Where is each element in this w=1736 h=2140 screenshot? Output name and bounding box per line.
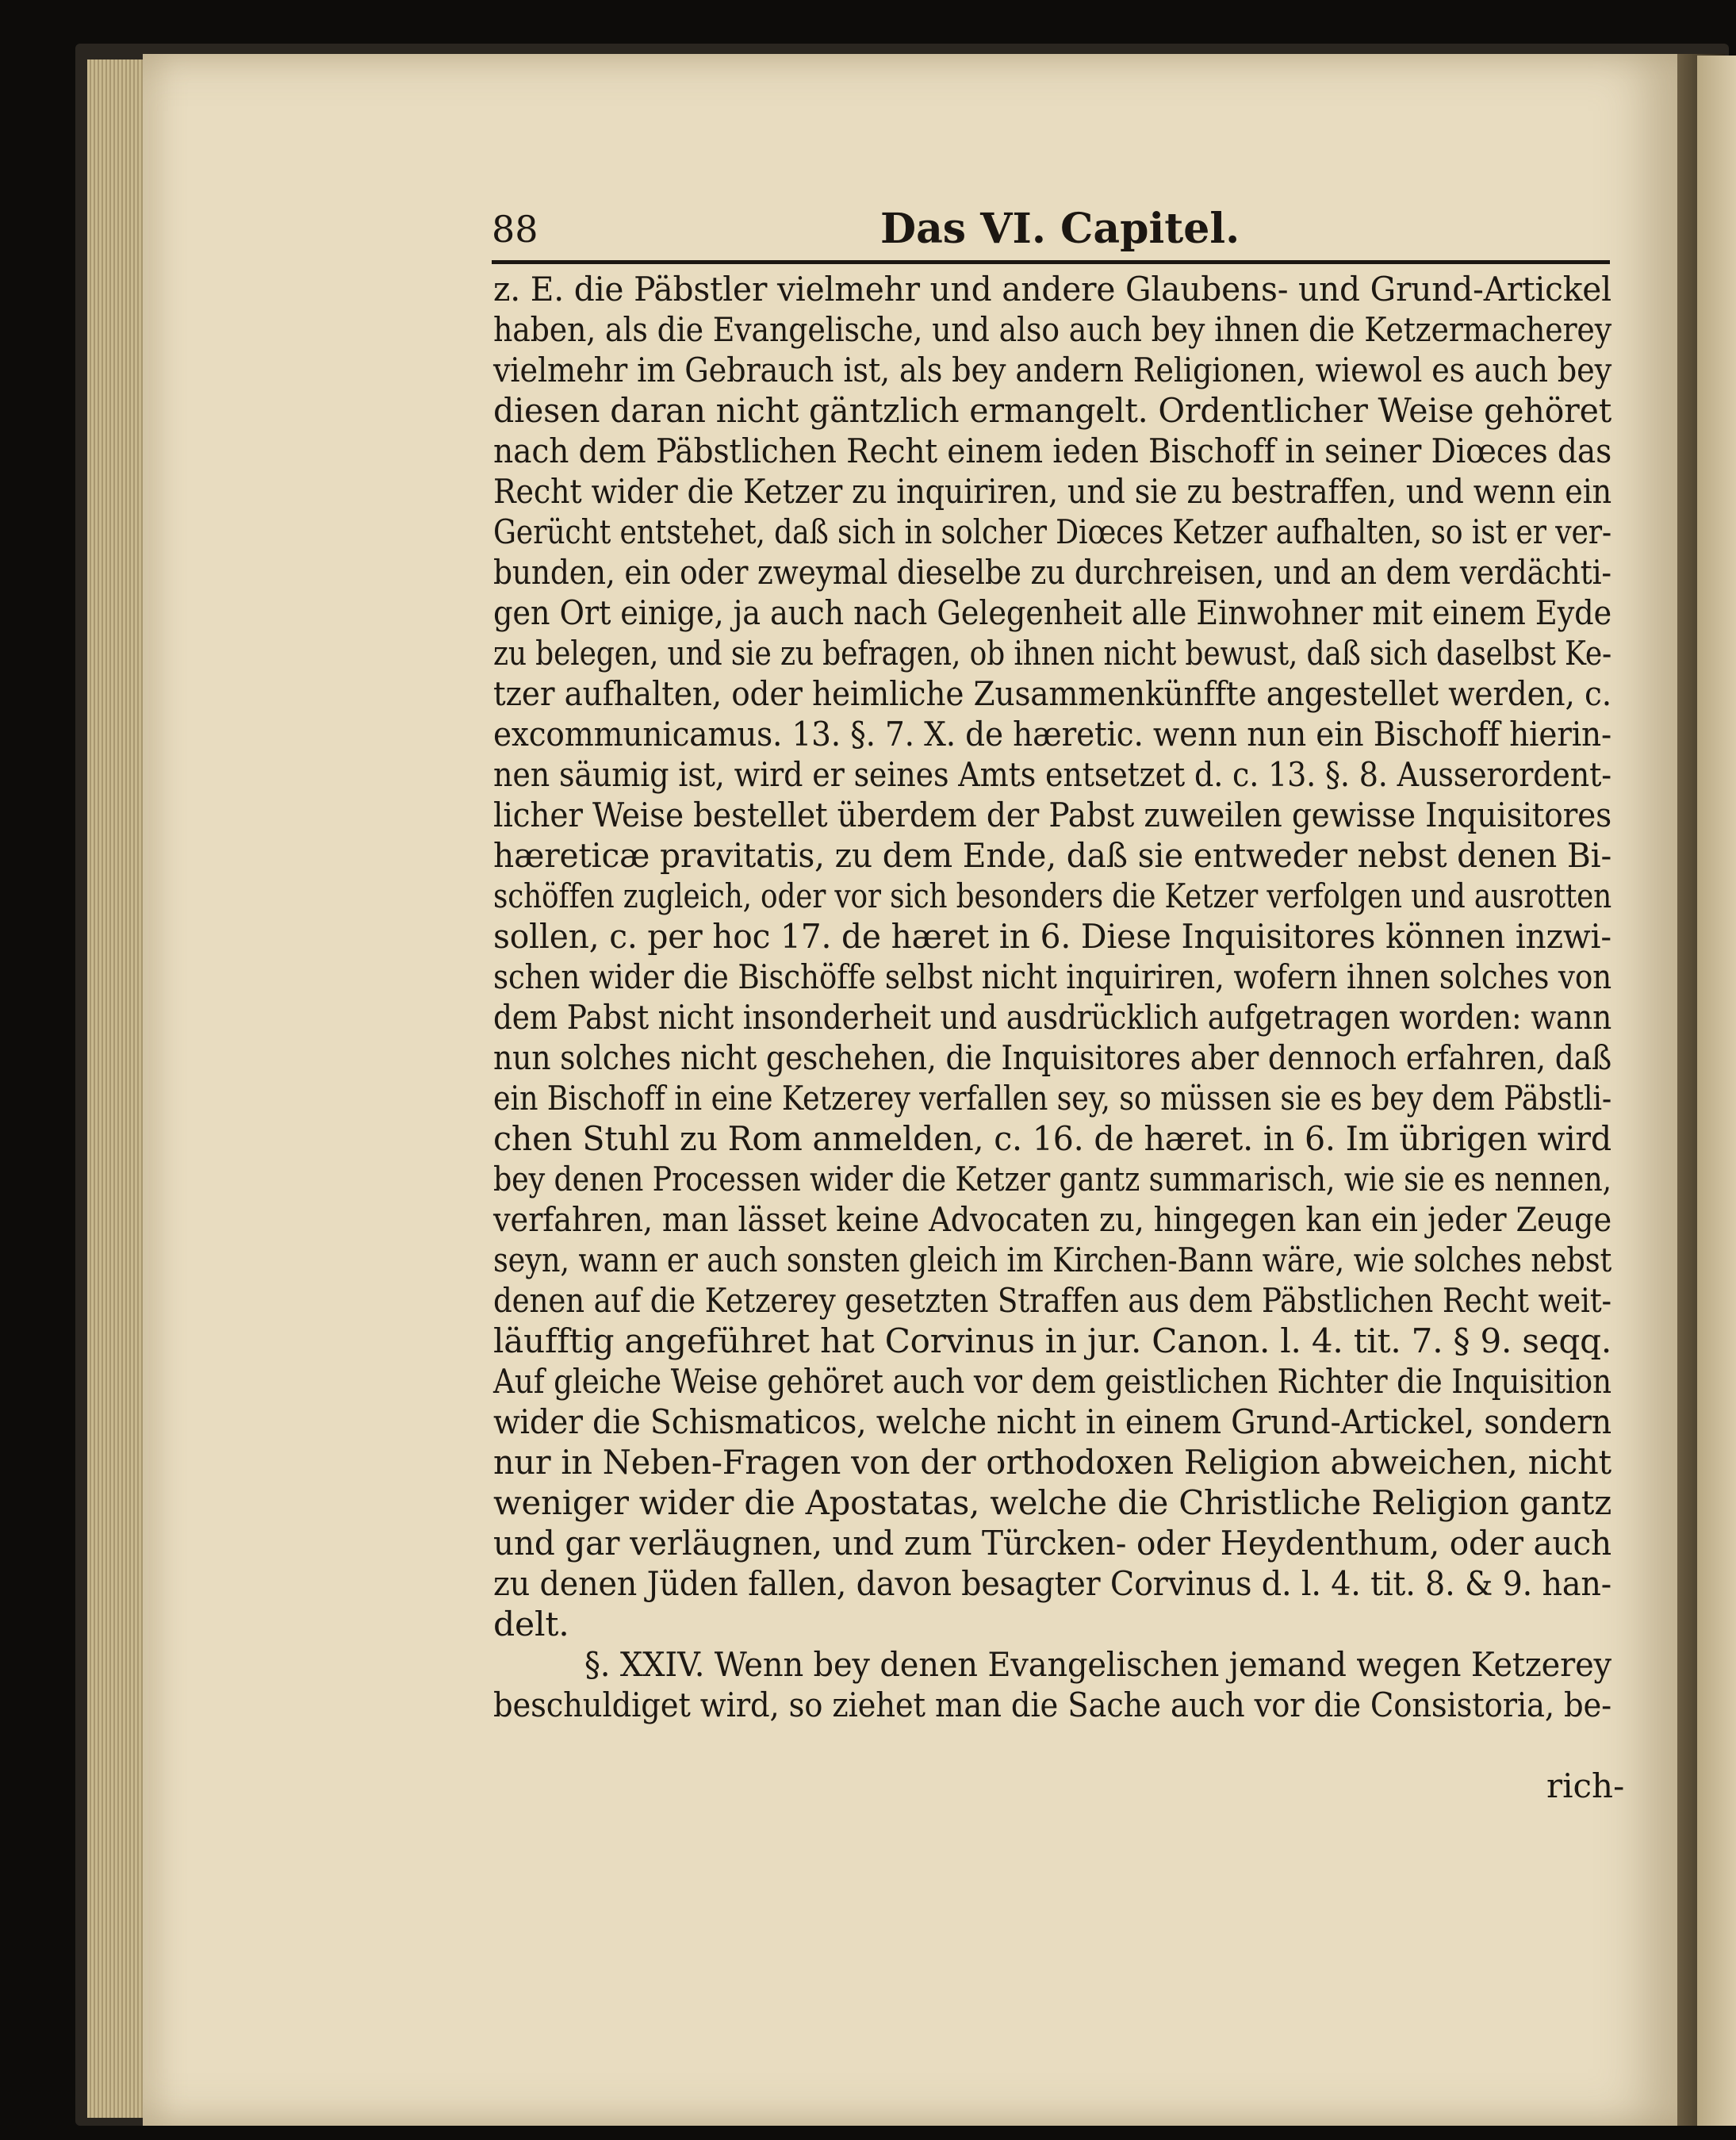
text-line: verfahren, man lässet keine Advocaten zu, hingegen kan ein jeder Zeuge — [493, 1201, 1612, 1240]
text-line: bunden, ein oder zweymal dieselbe zu durchreisen, und an dem verdächti- — [493, 554, 1611, 593]
page-number: 88 — [492, 208, 538, 251]
body-text — [493, 270, 1611, 1726]
text-line: wider die Schismaticos, welche nicht in einem Grund-Artickel, sondern — [493, 1403, 1611, 1442]
text-line: und gar verläugnen, und zum Türcken- oder Heydenthum, oder auch — [493, 1524, 1611, 1563]
text-line: haben, als die Evangelische, und also auch bey ihnen die Ketzermacherey — [493, 311, 1611, 350]
text-line: denen auf die Ketzerey gesetzten Straffen aus dem Päbstlichen Recht weit- — [493, 1282, 1611, 1321]
text-line: chen Stuhl zu Rom anmelden, c. 16. de hæret. in 6. Im übrigen wird — [493, 1120, 1611, 1159]
text-line: z. E. die Päbstler vielmehr und andere Glaubens- und Grund-Artickel — [493, 270, 1611, 309]
text-line: nur in Neben-Fragen von der orthodoxen Religion abweichen, nicht — [493, 1444, 1611, 1482]
text-line: seyn, wann er auch sonsten gleich im Kirchen-Bann wäre, wie solches nebst — [493, 1241, 1612, 1280]
text-line: beschuldiget wird, so ziehet man die Sache auch vor die Consistoria, be- — [493, 1686, 1611, 1725]
text-line: Recht wider die Ketzer zu inquiriren, und sie zu bestraffen, und wenn ein — [493, 473, 1611, 512]
text-line: nach dem Päbstlichen Recht einem ieden Bischoff in seiner Diœces das — [493, 432, 1612, 471]
text-line: licher Weise bestellet überdem der Pabst zuweilen gewisse Inquisitores — [493, 796, 1611, 835]
text-line: excommunicamus. 13. §. 7. X. de hæretic. wenn nun ein Bischoff hierin- — [493, 715, 1611, 754]
paragraph-start-line: §. XXIV. Wenn bey denen Evangelischen jemand wegen Ketzerey — [584, 1646, 1611, 1685]
text-line: bey denen Processen wider die Ketzer gantz summarisch, wie sie es nennen, — [493, 1160, 1611, 1199]
text-line: schöffen zugleich, oder vor sich besonders die Ketzer verfolgen und ausrotten — [493, 877, 1612, 916]
text-line: sollen, c. per hoc 17. de hæret in 6. Diese Inquisitores können inzwi- — [493, 918, 1611, 957]
text-line: Auf gleiche Weise gehöret auch vor dem geistlichen Richter die Inquisition — [493, 1363, 1611, 1402]
text-line: zu belegen, und sie zu befragen, ob ihnen nicht bewust, daß sich daselbst Ke- — [493, 635, 1612, 673]
text-line: ein Bischoff in eine Ketzerey verfallen sey, so müssen sie es bey dem Päbstli- — [493, 1080, 1612, 1118]
text-line: nen säumig ist, wird er seines Amts entsetzet d. c. 13. §. 8. Ausserordent- — [493, 756, 1611, 795]
text-line: hæreticæ pravitatis, zu dem Ende, daß sie entweder nebst denen Bi- — [493, 837, 1612, 876]
facing-page-edge — [1697, 56, 1736, 2126]
catchword: rich- — [1546, 1766, 1625, 1805]
running-head: Das VI. Capitel. — [880, 205, 1240, 253]
text-line: gen Ort einige, ja auch nach Gelegenheit alle Einwohner mit einem Eyde — [493, 594, 1612, 633]
text-line: zu denen Jüden fallen, davon besagter Corvinus d. l. 4. tit. 8. & 9. han- — [493, 1565, 1612, 1604]
text-line: Gerücht entstehet, daß sich in solcher Diœces Ketzer aufhalten, so ist er ver- — [493, 513, 1612, 552]
text-line: diesen daran nicht gäntzlich ermangelt. Ordentlicher Weise gehöret — [493, 392, 1612, 431]
text-line: schen wider die Bischöffe selbst nicht inquiriren, wofern ihnen solches von — [493, 958, 1611, 997]
text-line: vielmehr im Gebrauch ist, als bey andern Religionen, wiewol es auch bey — [493, 351, 1612, 390]
text-line: dem Pabst nicht insonderheit und ausdrücklich aufgetragen worden: wann — [493, 999, 1612, 1037]
text-line: nun solches nicht geschehen, die Inquisitores aber dennoch erfahren, daß — [493, 1039, 1612, 1078]
text-line: läufftig angeführet hat Corvinus in jur. Canon. l. 4. tit. 7. § 9. seqq. — [493, 1322, 1612, 1361]
text-line: tzer aufhalten, oder heimliche Zusammenkünffte angestellet werden, c. — [493, 675, 1611, 714]
page-edges — [87, 59, 151, 2118]
text-line: delt. — [493, 1605, 569, 1644]
text-line: weniger wider die Apostatas, welche die Christliche Religion gantz — [493, 1484, 1612, 1523]
header-rule — [492, 260, 1610, 264]
